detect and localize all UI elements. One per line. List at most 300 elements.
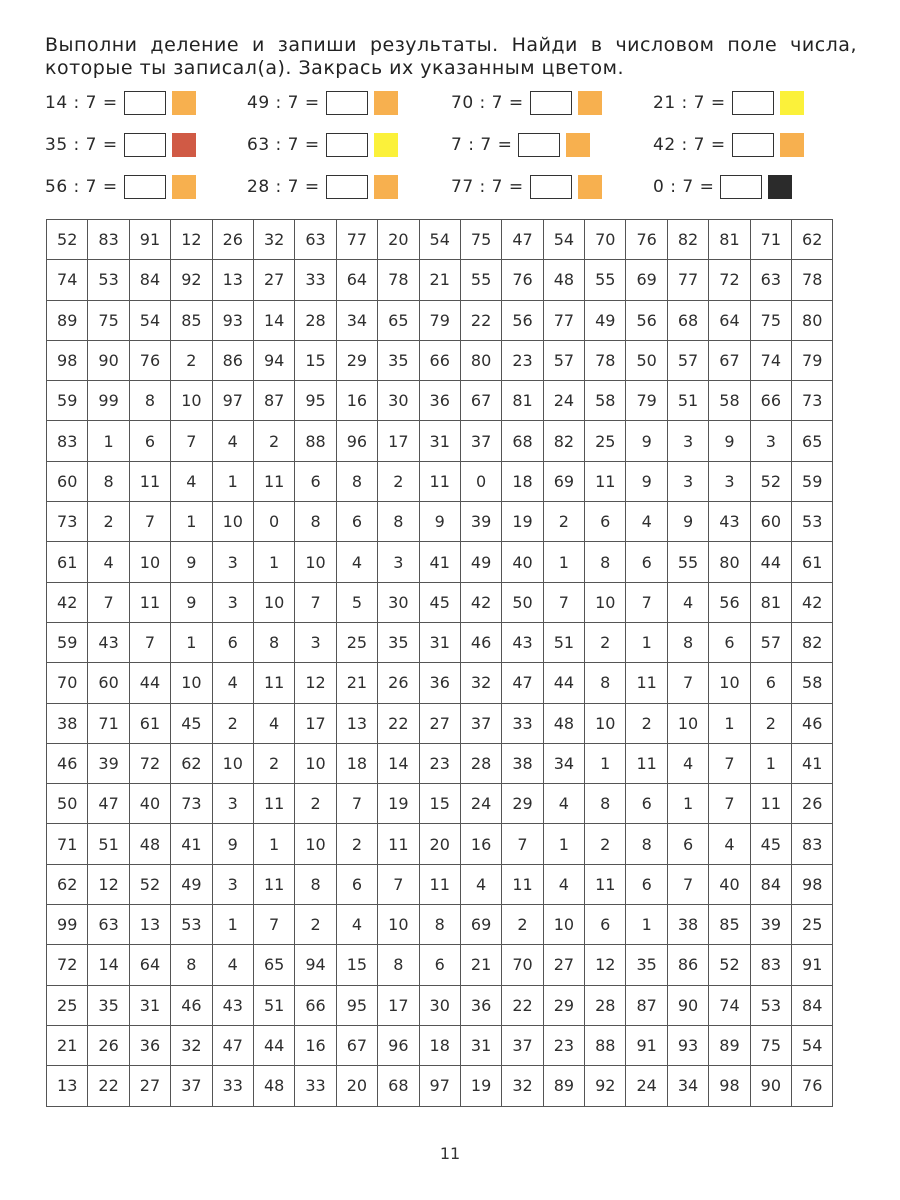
- grid-cell[interactable]: 29: [502, 784, 543, 824]
- grid-cell[interactable]: 22: [502, 985, 543, 1025]
- grid-cell[interactable]: 6: [667, 824, 708, 864]
- grid-cell[interactable]: 16: [460, 824, 501, 864]
- grid-cell[interactable]: 9: [709, 421, 750, 461]
- grid-cell[interactable]: 10: [295, 743, 336, 783]
- grid-cell[interactable]: 20: [419, 824, 460, 864]
- grid-cell[interactable]: 6: [750, 663, 791, 703]
- grid-cell[interactable]: 2: [295, 784, 336, 824]
- grid-cell[interactable]: 96: [336, 421, 377, 461]
- grid-cell[interactable]: 17: [378, 985, 419, 1025]
- grid-cell[interactable]: 12: [585, 945, 626, 985]
- grid-cell[interactable]: 14: [88, 945, 129, 985]
- grid-cell[interactable]: 1: [543, 542, 584, 582]
- grid-cell[interactable]: 91: [129, 220, 170, 260]
- grid-cell[interactable]: 52: [750, 461, 791, 501]
- grid-cell[interactable]: 17: [295, 703, 336, 743]
- grid-cell[interactable]: 35: [378, 622, 419, 662]
- grid-cell[interactable]: 11: [129, 582, 170, 622]
- grid-cell[interactable]: 82: [792, 622, 833, 662]
- grid-cell[interactable]: 3: [750, 421, 791, 461]
- grid-cell[interactable]: 76: [502, 260, 543, 300]
- grid-cell[interactable]: 73: [792, 381, 833, 421]
- grid-cell[interactable]: 31: [419, 622, 460, 662]
- grid-cell[interactable]: 4: [709, 824, 750, 864]
- grid-cell[interactable]: 3: [212, 864, 253, 904]
- grid-cell[interactable]: 36: [460, 985, 501, 1025]
- grid-cell[interactable]: 57: [667, 340, 708, 380]
- grid-cell[interactable]: 7: [295, 582, 336, 622]
- grid-cell[interactable]: 13: [212, 260, 253, 300]
- grid-cell[interactable]: 8: [378, 502, 419, 542]
- grid-cell[interactable]: 1: [171, 502, 212, 542]
- grid-cell[interactable]: 52: [47, 220, 88, 260]
- grid-cell[interactable]: 25: [336, 622, 377, 662]
- grid-cell[interactable]: 47: [502, 663, 543, 703]
- grid-cell[interactable]: 22: [378, 703, 419, 743]
- grid-cell[interactable]: 83: [750, 945, 791, 985]
- grid-cell[interactable]: 97: [419, 1066, 460, 1106]
- grid-cell[interactable]: 84: [129, 260, 170, 300]
- grid-cell[interactable]: 67: [460, 381, 501, 421]
- grid-cell[interactable]: 70: [585, 220, 626, 260]
- grid-cell[interactable]: 83: [47, 421, 88, 461]
- grid-cell[interactable]: 34: [543, 743, 584, 783]
- grid-cell[interactable]: 7: [88, 582, 129, 622]
- grid-cell[interactable]: 21: [419, 260, 460, 300]
- grid-cell[interactable]: 32: [460, 663, 501, 703]
- grid-cell[interactable]: 47: [88, 784, 129, 824]
- grid-cell[interactable]: 40: [709, 864, 750, 904]
- grid-cell[interactable]: 9: [626, 421, 667, 461]
- grid-cell[interactable]: 1: [667, 784, 708, 824]
- grid-cell[interactable]: 34: [336, 300, 377, 340]
- grid-cell[interactable]: 87: [626, 985, 667, 1025]
- grid-cell[interactable]: 11: [750, 784, 791, 824]
- grid-cell[interactable]: 24: [543, 381, 584, 421]
- grid-cell[interactable]: 57: [750, 622, 791, 662]
- grid-cell[interactable]: 35: [88, 985, 129, 1025]
- grid-cell[interactable]: 28: [460, 743, 501, 783]
- grid-cell[interactable]: 58: [709, 381, 750, 421]
- grid-cell[interactable]: 17: [378, 421, 419, 461]
- grid-cell[interactable]: 20: [378, 220, 419, 260]
- grid-cell[interactable]: 82: [667, 220, 708, 260]
- grid-cell[interactable]: 91: [792, 945, 833, 985]
- grid-cell[interactable]: 9: [212, 824, 253, 864]
- grid-cell[interactable]: 4: [171, 461, 212, 501]
- grid-cell[interactable]: 69: [626, 260, 667, 300]
- grid-cell[interactable]: 28: [585, 985, 626, 1025]
- grid-cell[interactable]: 65: [378, 300, 419, 340]
- grid-cell[interactable]: 1: [212, 461, 253, 501]
- grid-cell[interactable]: 73: [171, 784, 212, 824]
- grid-cell[interactable]: 6: [709, 622, 750, 662]
- grid-cell[interactable]: 71: [47, 824, 88, 864]
- grid-cell[interactable]: 8: [378, 945, 419, 985]
- grid-cell[interactable]: 15: [419, 784, 460, 824]
- grid-cell[interactable]: 90: [88, 340, 129, 380]
- grid-cell[interactable]: 30: [419, 985, 460, 1025]
- grid-cell[interactable]: 40: [502, 542, 543, 582]
- grid-cell[interactable]: 39: [750, 905, 791, 945]
- grid-cell[interactable]: 51: [543, 622, 584, 662]
- grid-cell[interactable]: 85: [171, 300, 212, 340]
- grid-cell[interactable]: 41: [171, 824, 212, 864]
- grid-cell[interactable]: 59: [47, 622, 88, 662]
- grid-cell[interactable]: 82: [543, 421, 584, 461]
- grid-cell[interactable]: 12: [88, 864, 129, 904]
- grid-cell[interactable]: 2: [295, 905, 336, 945]
- grid-cell[interactable]: 90: [667, 985, 708, 1025]
- grid-cell[interactable]: 37: [502, 1025, 543, 1065]
- grid-cell[interactable]: 53: [88, 260, 129, 300]
- grid-cell[interactable]: 4: [336, 905, 377, 945]
- grid-cell[interactable]: 48: [543, 260, 584, 300]
- grid-cell[interactable]: 84: [792, 985, 833, 1025]
- grid-cell[interactable]: 9: [667, 502, 708, 542]
- grid-cell[interactable]: 54: [792, 1025, 833, 1065]
- grid-cell[interactable]: 31: [129, 985, 170, 1025]
- grid-cell[interactable]: 3: [667, 421, 708, 461]
- grid-cell[interactable]: 19: [460, 1066, 501, 1106]
- grid-cell[interactable]: 30: [378, 582, 419, 622]
- grid-cell[interactable]: 73: [47, 502, 88, 542]
- grid-cell[interactable]: 4: [626, 502, 667, 542]
- grid-cell[interactable]: 61: [129, 703, 170, 743]
- grid-cell[interactable]: 6: [626, 542, 667, 582]
- grid-cell[interactable]: 45: [171, 703, 212, 743]
- grid-cell[interactable]: 46: [47, 743, 88, 783]
- grid-cell[interactable]: 11: [419, 461, 460, 501]
- grid-cell[interactable]: 2: [585, 622, 626, 662]
- grid-cell[interactable]: 18: [419, 1025, 460, 1065]
- grid-cell[interactable]: 86: [667, 945, 708, 985]
- grid-cell[interactable]: 8: [171, 945, 212, 985]
- grid-cell[interactable]: 49: [460, 542, 501, 582]
- grid-cell[interactable]: 1: [212, 905, 253, 945]
- grid-cell[interactable]: 52: [129, 864, 170, 904]
- grid-cell[interactable]: 3: [378, 542, 419, 582]
- grid-cell[interactable]: 2: [253, 743, 294, 783]
- grid-cell[interactable]: 84: [750, 864, 791, 904]
- grid-cell[interactable]: 10: [212, 743, 253, 783]
- grid-cell[interactable]: 28: [295, 300, 336, 340]
- grid-cell[interactable]: 79: [419, 300, 460, 340]
- grid-cell[interactable]: 42: [47, 582, 88, 622]
- grid-cell[interactable]: 66: [750, 381, 791, 421]
- grid-cell[interactable]: 26: [378, 663, 419, 703]
- grid-cell[interactable]: 9: [171, 542, 212, 582]
- grid-cell[interactable]: 15: [336, 945, 377, 985]
- grid-cell[interactable]: 26: [792, 784, 833, 824]
- grid-cell[interactable]: 18: [502, 461, 543, 501]
- grid-cell[interactable]: 80: [709, 542, 750, 582]
- grid-cell[interactable]: 10: [585, 582, 626, 622]
- grid-cell[interactable]: 8: [336, 461, 377, 501]
- grid-cell[interactable]: 4: [212, 945, 253, 985]
- grid-cell[interactable]: 3: [212, 784, 253, 824]
- grid-cell[interactable]: 70: [502, 945, 543, 985]
- grid-cell[interactable]: 33: [212, 1066, 253, 1106]
- grid-cell[interactable]: 48: [129, 824, 170, 864]
- grid-cell[interactable]: 5: [336, 582, 377, 622]
- grid-cell[interactable]: 4: [543, 864, 584, 904]
- grid-cell[interactable]: 7: [543, 582, 584, 622]
- grid-cell[interactable]: 7: [709, 743, 750, 783]
- grid-cell[interactable]: 32: [502, 1066, 543, 1106]
- grid-cell[interactable]: 6: [585, 502, 626, 542]
- grid-cell[interactable]: 10: [585, 703, 626, 743]
- grid-cell[interactable]: 2: [212, 703, 253, 743]
- grid-cell[interactable]: 13: [129, 905, 170, 945]
- grid-cell[interactable]: 68: [378, 1066, 419, 1106]
- grid-cell[interactable]: 66: [419, 340, 460, 380]
- grid-cell[interactable]: 11: [585, 864, 626, 904]
- grid-cell[interactable]: 43: [212, 985, 253, 1025]
- grid-cell[interactable]: 6: [626, 864, 667, 904]
- grid-cell[interactable]: 18: [336, 743, 377, 783]
- grid-cell[interactable]: 14: [378, 743, 419, 783]
- grid-cell[interactable]: 19: [378, 784, 419, 824]
- grid-cell[interactable]: 4: [212, 421, 253, 461]
- grid-cell[interactable]: 53: [171, 905, 212, 945]
- grid-cell[interactable]: 37: [171, 1066, 212, 1106]
- grid-cell[interactable]: 33: [295, 1066, 336, 1106]
- grid-cell[interactable]: 10: [212, 502, 253, 542]
- answer-box[interactable]: [732, 91, 774, 115]
- grid-cell[interactable]: 2: [253, 421, 294, 461]
- grid-cell[interactable]: 1: [88, 421, 129, 461]
- answer-box[interactable]: [124, 175, 166, 199]
- grid-cell[interactable]: 88: [295, 421, 336, 461]
- answer-box[interactable]: [732, 133, 774, 157]
- grid-cell[interactable]: 75: [88, 300, 129, 340]
- grid-cell[interactable]: 68: [667, 300, 708, 340]
- grid-cell[interactable]: 7: [378, 864, 419, 904]
- answer-box[interactable]: [326, 91, 368, 115]
- grid-cell[interactable]: 11: [253, 864, 294, 904]
- grid-cell[interactable]: 8: [295, 864, 336, 904]
- grid-cell[interactable]: 29: [336, 340, 377, 380]
- grid-cell[interactable]: 30: [378, 381, 419, 421]
- grid-cell[interactable]: 1: [171, 622, 212, 662]
- grid-cell[interactable]: 55: [667, 542, 708, 582]
- grid-cell[interactable]: 39: [460, 502, 501, 542]
- grid-cell[interactable]: 8: [88, 461, 129, 501]
- grid-cell[interactable]: 24: [626, 1066, 667, 1106]
- grid-cell[interactable]: 67: [709, 340, 750, 380]
- grid-cell[interactable]: 64: [709, 300, 750, 340]
- grid-cell[interactable]: 6: [295, 461, 336, 501]
- grid-cell[interactable]: 8: [253, 622, 294, 662]
- grid-cell[interactable]: 12: [295, 663, 336, 703]
- grid-cell[interactable]: 81: [502, 381, 543, 421]
- grid-cell[interactable]: 10: [378, 905, 419, 945]
- grid-cell[interactable]: 75: [750, 1025, 791, 1065]
- grid-cell[interactable]: 68: [502, 421, 543, 461]
- grid-cell[interactable]: 16: [336, 381, 377, 421]
- grid-cell[interactable]: 95: [336, 985, 377, 1025]
- grid-cell[interactable]: 93: [667, 1025, 708, 1065]
- grid-cell[interactable]: 4: [253, 703, 294, 743]
- grid-cell[interactable]: 77: [667, 260, 708, 300]
- grid-cell[interactable]: 23: [502, 340, 543, 380]
- grid-cell[interactable]: 87: [253, 381, 294, 421]
- grid-cell[interactable]: 38: [667, 905, 708, 945]
- grid-cell[interactable]: 11: [129, 461, 170, 501]
- grid-cell[interactable]: 7: [171, 421, 212, 461]
- grid-cell[interactable]: 11: [253, 784, 294, 824]
- answer-box[interactable]: [518, 133, 560, 157]
- grid-cell[interactable]: 2: [378, 461, 419, 501]
- grid-cell[interactable]: 72: [129, 743, 170, 783]
- grid-cell[interactable]: 10: [295, 542, 336, 582]
- grid-cell[interactable]: 92: [585, 1066, 626, 1106]
- grid-cell[interactable]: 14: [253, 300, 294, 340]
- grid-cell[interactable]: 27: [543, 945, 584, 985]
- grid-cell[interactable]: 93: [212, 300, 253, 340]
- grid-cell[interactable]: 2: [750, 703, 791, 743]
- grid-cell[interactable]: 7: [502, 824, 543, 864]
- grid-cell[interactable]: 7: [253, 905, 294, 945]
- grid-cell[interactable]: 71: [750, 220, 791, 260]
- grid-cell[interactable]: 21: [47, 1025, 88, 1065]
- grid-cell[interactable]: 50: [47, 784, 88, 824]
- answer-box[interactable]: [326, 175, 368, 199]
- grid-cell[interactable]: 96: [378, 1025, 419, 1065]
- grid-cell[interactable]: 44: [543, 663, 584, 703]
- grid-cell[interactable]: 80: [792, 300, 833, 340]
- grid-cell[interactable]: 72: [709, 260, 750, 300]
- grid-cell[interactable]: 25: [585, 421, 626, 461]
- grid-cell[interactable]: 42: [460, 582, 501, 622]
- grid-cell[interactable]: 3: [212, 542, 253, 582]
- grid-cell[interactable]: 69: [460, 905, 501, 945]
- grid-cell[interactable]: 21: [336, 663, 377, 703]
- grid-cell[interactable]: 49: [171, 864, 212, 904]
- grid-cell[interactable]: 33: [295, 260, 336, 300]
- grid-cell[interactable]: 2: [626, 703, 667, 743]
- grid-cell[interactable]: 71: [88, 703, 129, 743]
- grid-cell[interactable]: 2: [336, 824, 377, 864]
- grid-cell[interactable]: 46: [792, 703, 833, 743]
- grid-cell[interactable]: 26: [88, 1025, 129, 1065]
- grid-cell[interactable]: 66: [295, 985, 336, 1025]
- grid-cell[interactable]: 3: [212, 582, 253, 622]
- grid-cell[interactable]: 13: [47, 1066, 88, 1106]
- grid-cell[interactable]: 7: [709, 784, 750, 824]
- grid-cell[interactable]: 61: [792, 542, 833, 582]
- grid-cell[interactable]: 16: [295, 1025, 336, 1065]
- grid-cell[interactable]: 26: [212, 220, 253, 260]
- grid-cell[interactable]: 81: [709, 220, 750, 260]
- grid-cell[interactable]: 55: [460, 260, 501, 300]
- grid-cell[interactable]: 20: [336, 1066, 377, 1106]
- grid-cell[interactable]: 63: [750, 260, 791, 300]
- grid-cell[interactable]: 8: [626, 824, 667, 864]
- grid-cell[interactable]: 19: [502, 502, 543, 542]
- grid-cell[interactable]: 42: [792, 582, 833, 622]
- grid-cell[interactable]: 10: [667, 703, 708, 743]
- grid-cell[interactable]: 6: [626, 784, 667, 824]
- grid-cell[interactable]: 23: [419, 743, 460, 783]
- grid-cell[interactable]: 44: [129, 663, 170, 703]
- grid-cell[interactable]: 1: [543, 824, 584, 864]
- grid-cell[interactable]: 47: [502, 220, 543, 260]
- grid-cell[interactable]: 10: [295, 824, 336, 864]
- grid-cell[interactable]: 21: [460, 945, 501, 985]
- grid-cell[interactable]: 79: [792, 340, 833, 380]
- grid-cell[interactable]: 94: [295, 945, 336, 985]
- grid-cell[interactable]: 76: [129, 340, 170, 380]
- grid-cell[interactable]: 33: [502, 703, 543, 743]
- grid-cell[interactable]: 10: [171, 663, 212, 703]
- grid-cell[interactable]: 9: [419, 502, 460, 542]
- grid-cell[interactable]: 53: [750, 985, 791, 1025]
- grid-cell[interactable]: 36: [419, 381, 460, 421]
- grid-cell[interactable]: 6: [336, 864, 377, 904]
- grid-cell[interactable]: 47: [212, 1025, 253, 1065]
- grid-cell[interactable]: 10: [171, 381, 212, 421]
- grid-cell[interactable]: 3: [295, 622, 336, 662]
- grid-cell[interactable]: 46: [460, 622, 501, 662]
- grid-cell[interactable]: 51: [88, 824, 129, 864]
- answer-box[interactable]: [530, 175, 572, 199]
- grid-cell[interactable]: 35: [626, 945, 667, 985]
- grid-cell[interactable]: 27: [253, 260, 294, 300]
- grid-cell[interactable]: 50: [626, 340, 667, 380]
- grid-cell[interactable]: 45: [419, 582, 460, 622]
- grid-cell[interactable]: 65: [253, 945, 294, 985]
- grid-cell[interactable]: 56: [502, 300, 543, 340]
- grid-cell[interactable]: 63: [295, 220, 336, 260]
- grid-cell[interactable]: 78: [792, 260, 833, 300]
- grid-cell[interactable]: 75: [460, 220, 501, 260]
- grid-cell[interactable]: 43: [502, 622, 543, 662]
- grid-cell[interactable]: 56: [626, 300, 667, 340]
- grid-cell[interactable]: 51: [253, 985, 294, 1025]
- grid-cell[interactable]: 10: [129, 542, 170, 582]
- grid-cell[interactable]: 98: [709, 1066, 750, 1106]
- grid-cell[interactable]: 98: [792, 864, 833, 904]
- grid-cell[interactable]: 8: [585, 784, 626, 824]
- grid-cell[interactable]: 81: [750, 582, 791, 622]
- grid-cell[interactable]: 7: [667, 864, 708, 904]
- grid-cell[interactable]: 45: [750, 824, 791, 864]
- grid-cell[interactable]: 57: [543, 340, 584, 380]
- grid-cell[interactable]: 83: [88, 220, 129, 260]
- grid-cell[interactable]: 34: [667, 1066, 708, 1106]
- grid-cell[interactable]: 89: [709, 1025, 750, 1065]
- grid-cell[interactable]: 54: [419, 220, 460, 260]
- grid-cell[interactable]: 54: [129, 300, 170, 340]
- grid-cell[interactable]: 0: [460, 461, 501, 501]
- grid-cell[interactable]: 77: [543, 300, 584, 340]
- answer-box[interactable]: [124, 91, 166, 115]
- grid-cell[interactable]: 11: [378, 824, 419, 864]
- grid-cell[interactable]: 99: [88, 381, 129, 421]
- grid-cell[interactable]: 60: [47, 461, 88, 501]
- grid-cell[interactable]: 2: [585, 824, 626, 864]
- grid-cell[interactable]: 36: [129, 1025, 170, 1065]
- grid-cell[interactable]: 44: [253, 1025, 294, 1065]
- grid-cell[interactable]: 62: [171, 743, 212, 783]
- grid-cell[interactable]: 88: [585, 1025, 626, 1065]
- grid-cell[interactable]: 22: [460, 300, 501, 340]
- grid-cell[interactable]: 31: [419, 421, 460, 461]
- grid-cell[interactable]: 74: [750, 340, 791, 380]
- grid-cell[interactable]: 58: [792, 663, 833, 703]
